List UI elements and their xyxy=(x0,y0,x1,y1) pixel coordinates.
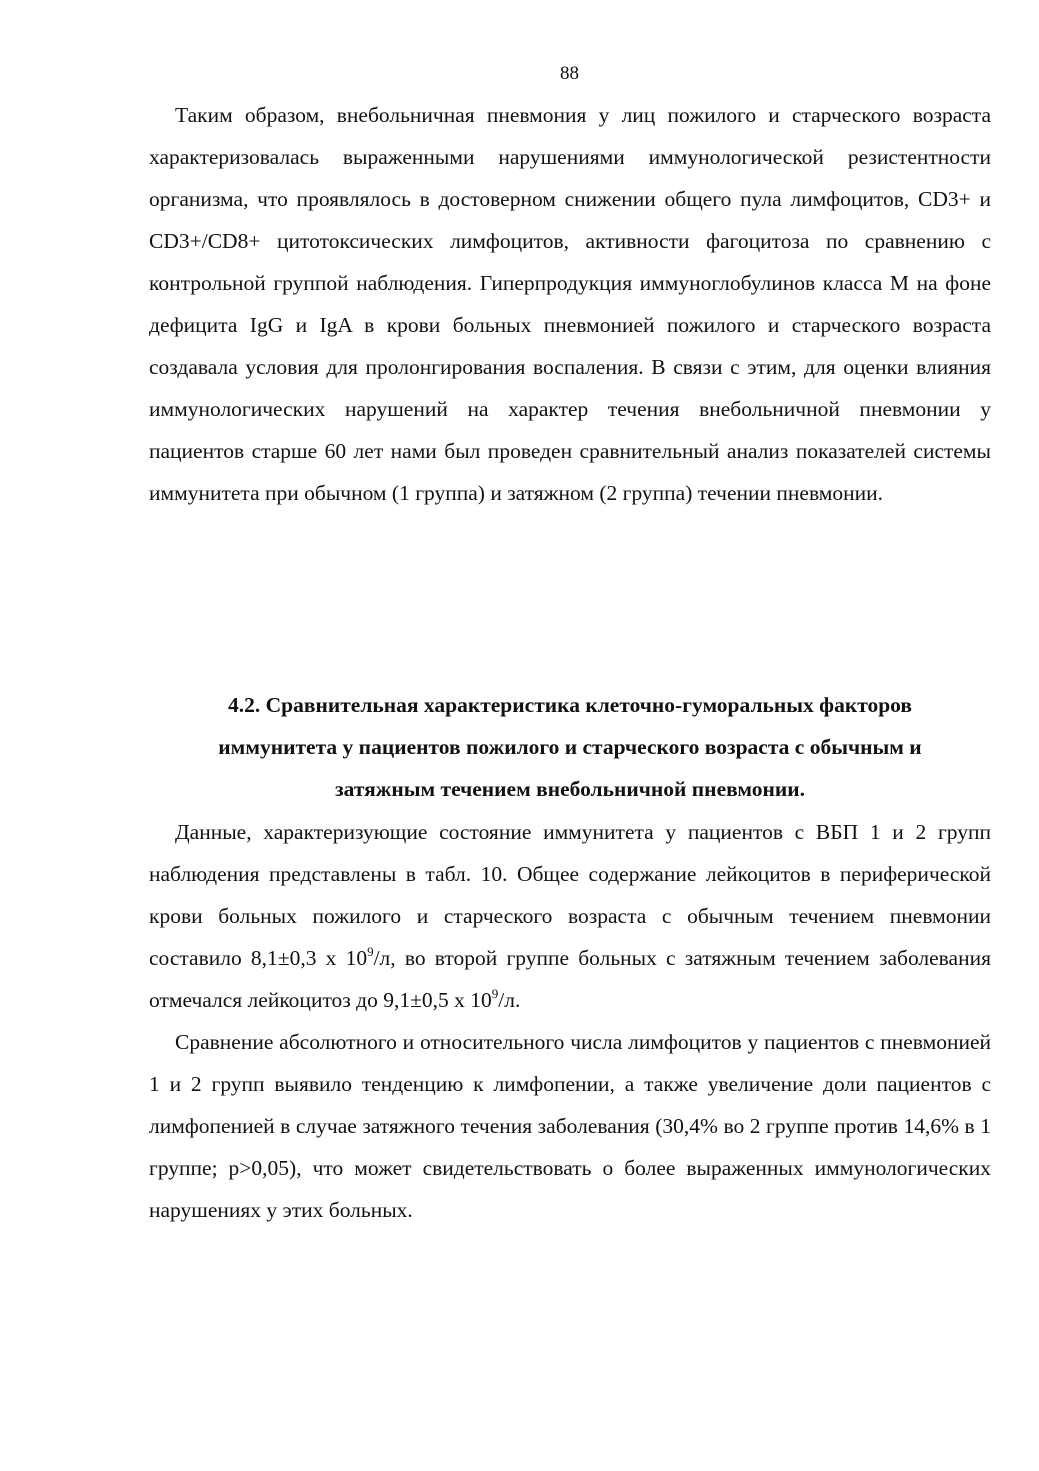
page-number: 88 xyxy=(560,63,579,84)
section-heading-line-2: иммунитета у пациентов пожилого и старческого возраста с обычным и xyxy=(218,735,922,759)
section-heading-line-3: затяжным течением внебольничной пневмонии. xyxy=(334,777,806,801)
body-paragraph-1-text-b: /л, во второй группе больных с затяжным течением заболевания отмечался лейкоцитоз до 9,1±0,5 х 10 xyxy=(149,946,991,1012)
body-paragraph-2: Сравнение абсолютного и относительного числа лимфоцитов у пациентов с пневмонией 1 и 2 групп выявило тенденцию к лимфопении, а также увеличение доли пациентов с лимфопенией в случае затяжного течения заболевания (30,4% во 2 группе против 14,6% в 1 группе; р>0,05), что может свидетельствовать о более выраженных иммунологических нарушениях у этих больных. xyxy=(149,1030,991,1222)
section-heading-line-1: 4.2. Сравнительная характеристика клеточно-гуморальных факторов xyxy=(227,693,913,717)
exponent-2: 9 xyxy=(491,986,499,1001)
intro-section xyxy=(149,94,991,514)
body-paragraph-1 xyxy=(149,811,991,1021)
exponent-1: 9 xyxy=(367,944,374,959)
body-paragraph-1-text-c: /л. xyxy=(498,988,521,1012)
section-heading xyxy=(149,684,991,810)
body-section xyxy=(149,811,991,1231)
body-paragraph-1-text-a: Данные, характеризующие состояние иммунитета у пациентов с ВБП 1 и 2 групп наблюдения представлены в табл. 10. Общее содержание лейкоцитов в периферической крови больных пожилого и старческого возраста с обычным течением пневмонии составило 8,1±0,3 х 10 xyxy=(149,820,991,970)
intro-paragraph: Таким образом, внебольничная пневмония у лиц пожилого и старческого возраста характеризовалась выраженными нарушениями иммунологической резистентности организма, что проявлялось в достоверном снижении общего пула лимфоцитов, CD3+ и CD3+/CD8+ цитотоксических лимфоцитов, активности фагоцитоза по сравнению с контрольной группой наблюдения. Гиперпродукция иммуноглобулинов класса М на фоне дефицита IgG и IgA в крови больных пневмонией пожилого и старческого возраста создавала условия для пролонгирования воспаления. В связи с этим, для оценки влияния иммунологических нарушений на характер течения внебольничной пневмонии у пациентов старше 60 лет нами был проведен сравнительный анализ показателей системы иммунитета при обычном (1 группа) и затяжном (2 группа) течении пневмонии. xyxy=(149,103,991,505)
